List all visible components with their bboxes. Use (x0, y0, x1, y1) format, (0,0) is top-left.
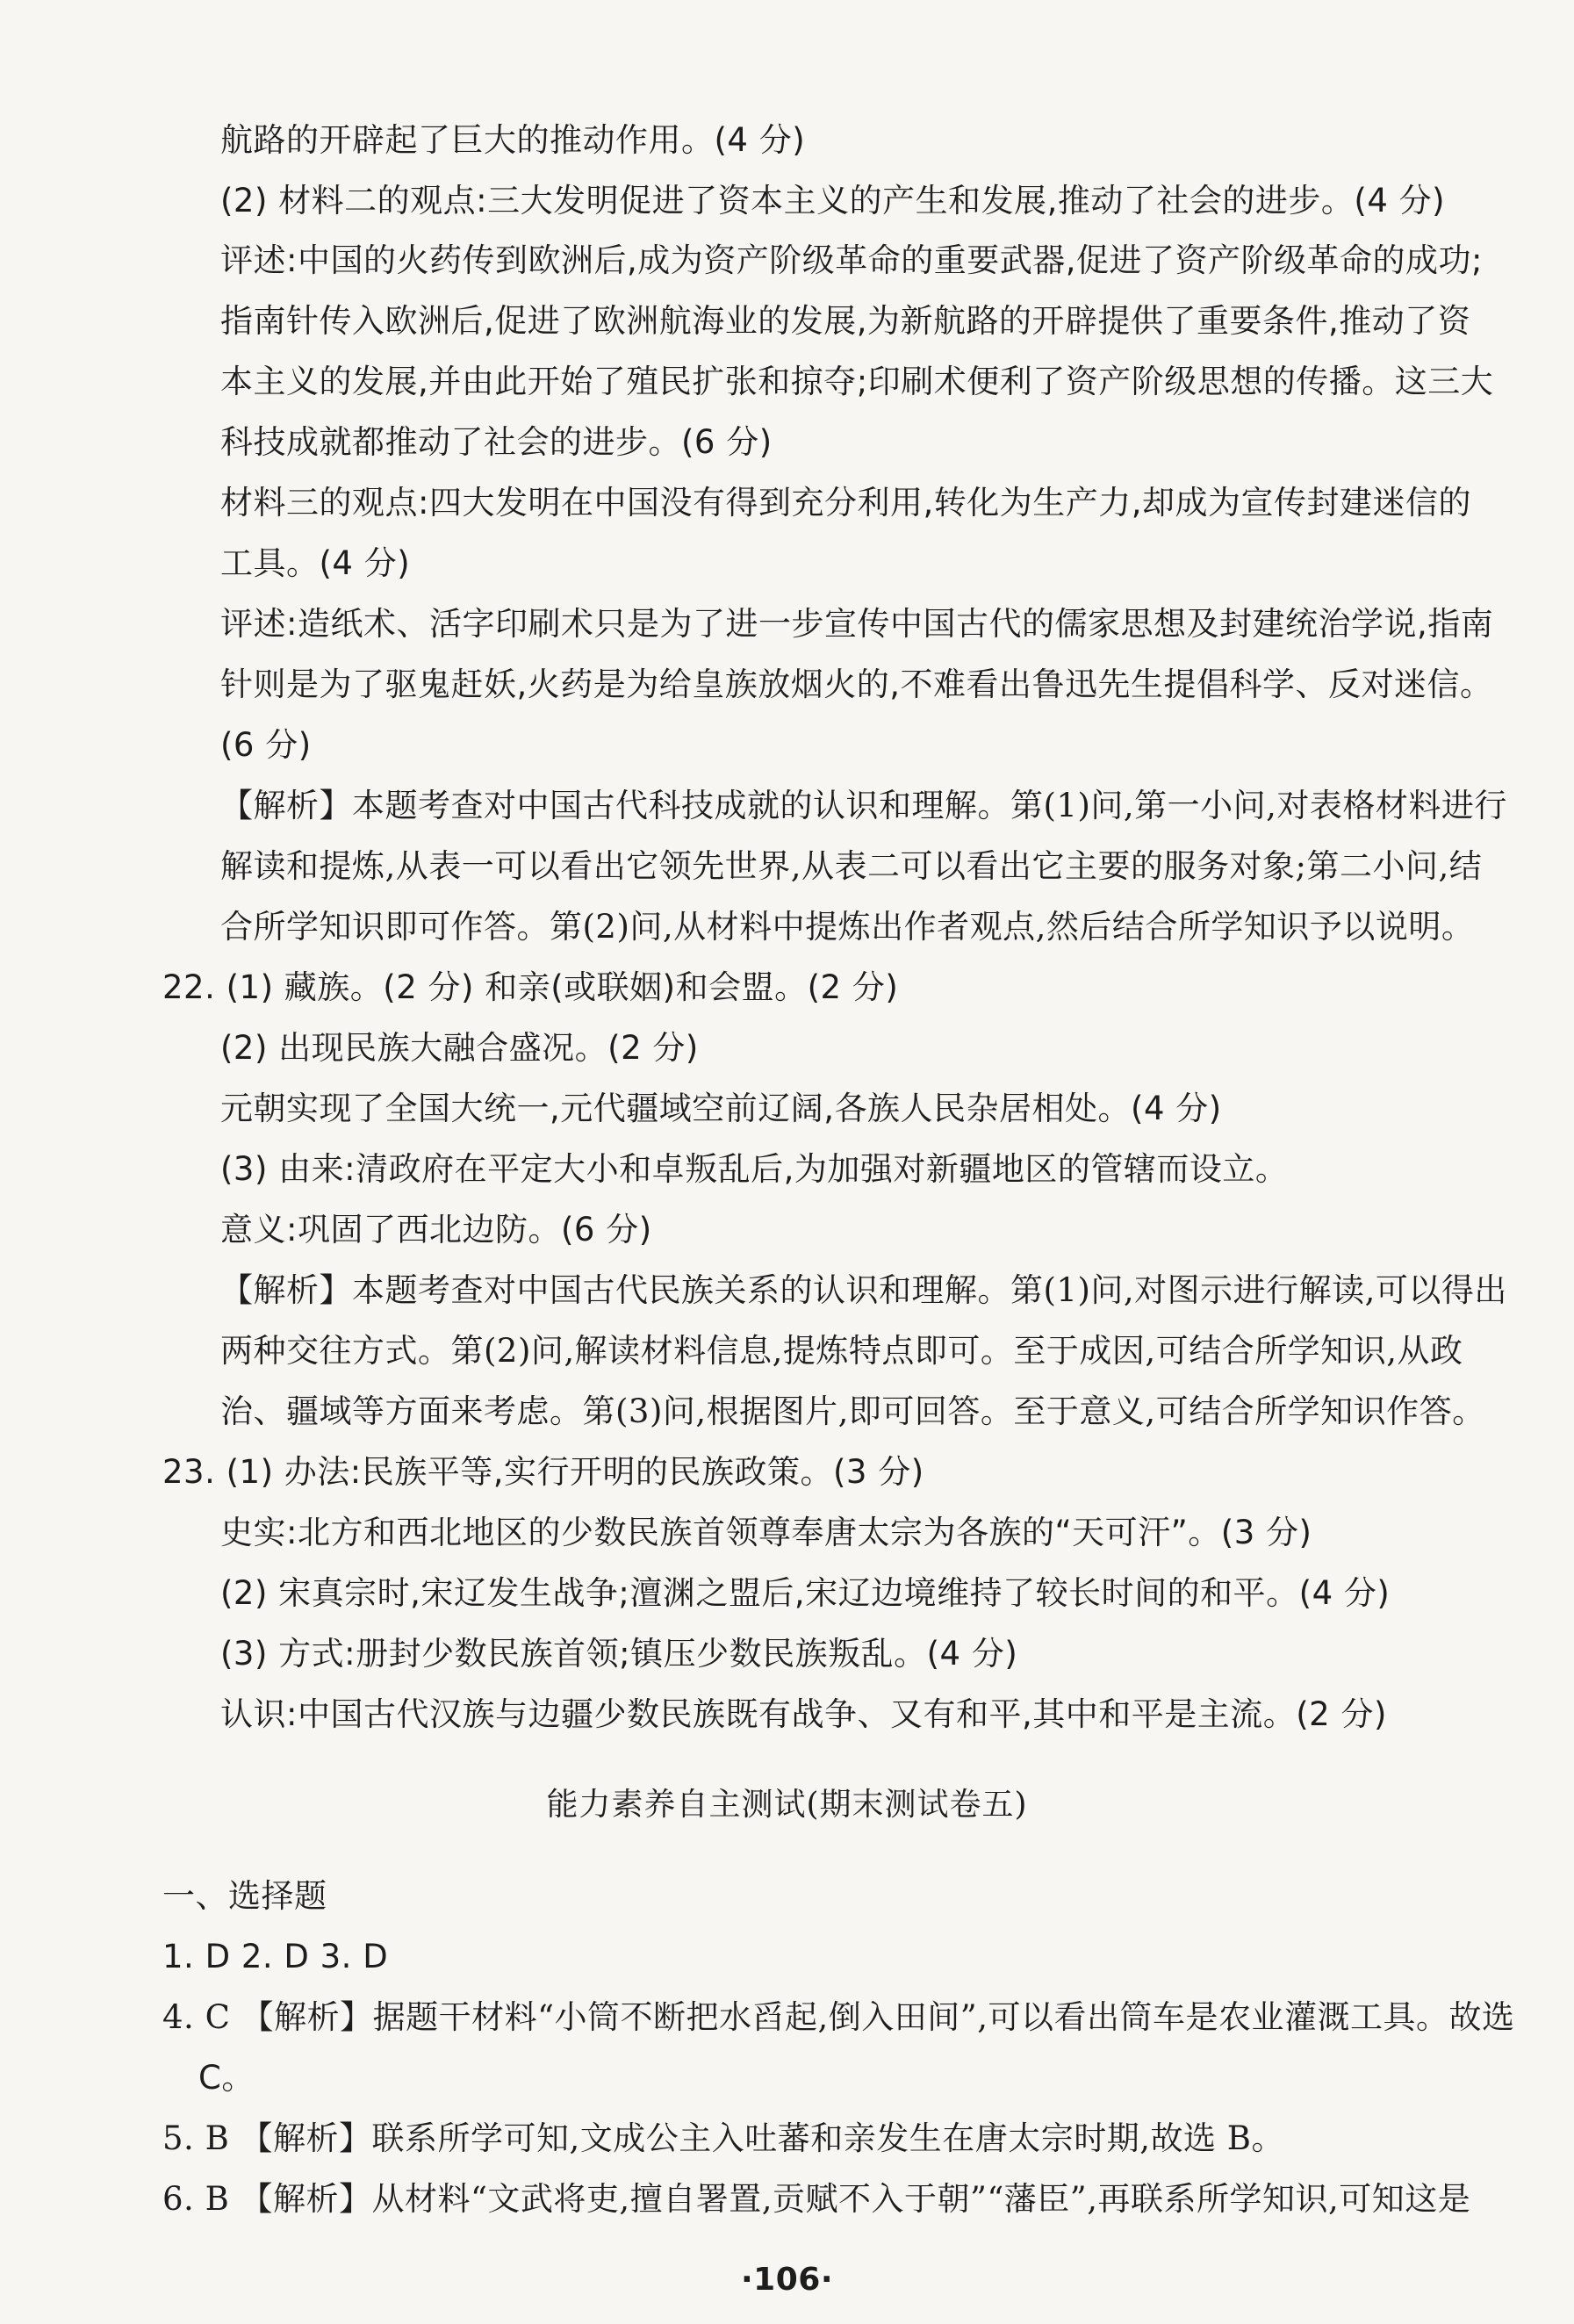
analysis-line: 两种交往方式。第(2)问,解读材料信息,提炼特点即可。至于成因,可结合所学知识,从政 (220, 1332, 1463, 1370)
answer-line: 意义:巩固了西北边防。(6 分) (220, 1211, 652, 1248)
answer-line: 6. B 【解析】从材料“文武将吏,擅自署置,贡赋不入于朝”“藩臣”,再联系所学知识,可知这是 (162, 2180, 1471, 2218)
answer-line: 指南针传入欧洲后,促进了欧洲航海业的发展,为新航路的开辟提供了重要条件,推动了资 (220, 302, 1471, 340)
question-23-line: 23. (1) 办法:民族平等,实行开明的民族政策。(3 分) (162, 1453, 924, 1491)
answer-line: 本主义的发展,并由此开始了殖民扩张和掠夺;印刷术便利了资产阶级思想的传播。这三大 (220, 363, 1494, 400)
analysis-line: 【解析】本题考查对中国古代民族关系的认识和理解。第(1)问,对图示进行解读,可以得出 (220, 1271, 1507, 1309)
answer-line: (3) 方式:册封少数民族首领;镇压少数民族叛乱。(4 分) (220, 1635, 1018, 1673)
answer-line: 材料三的观点:四大发明在中国没有得到充分利用,转化为生产力,却成为宣传封建迷信的 (220, 484, 1471, 522)
section-heading: 一、选择题 (162, 1877, 327, 1915)
answer-line: (2) 材料二的观点:三大发明促进了资本主义的产生和发展,推动了社会的进步。(4 分) (220, 182, 1446, 219)
question-22-line: 22. (1) 藏族。(2 分) 和亲(或联姻)和会盟。(2 分) (162, 968, 899, 1006)
answer-line: 评述:中国的火药传到欧洲后,成为资产阶级革命的重要武器,促进了资产阶级革命的成功; (220, 241, 1483, 279)
section-title: 能力素养自主测试(期末测试卷五) (546, 1787, 1028, 1823)
analysis-line: 解读和提炼,从表一可以看出它领先世界,从表二可以看出它主要的服务对象;第二小问,结 (220, 847, 1483, 885)
analysis-line: 治、疆域等方面来考虑。第(3)问,根据图片,即可回答。至于意义,可结合所学知识作答。 (220, 1392, 1485, 1430)
answer-line: 1. D 2. D 3. D (162, 1938, 389, 1975)
answer-line: 航路的开辟起了巨大的推动作用。(4 分) (220, 121, 806, 159)
analysis-line: 【解析】本题考查对中国古代科技成就的认识和理解。第(1)问,第一小问,对表格材料进行 (220, 787, 1507, 824)
answer-line: (2) 出现民族大融合盛况。(2 分) (220, 1029, 699, 1067)
answer-line: (2) 宋真宗时,宋辽发生战争;澶渊之盟后,宋辽边境维持了较长时间的和平。(4 分) (220, 1574, 1391, 1612)
answer-line: 史实:北方和西北地区的少数民族首领尊奉唐太宗为各族的“天可汗”。(3 分) (220, 1514, 1312, 1551)
answer-line: (6 分) (220, 726, 312, 764)
answer-line: 评述:造纸术、活字印刷术只是为了进一步宣传中国古代的儒家思想及封建统治学说,指南 (220, 605, 1494, 643)
answer-line: 工具。(4 分) (220, 544, 411, 582)
answer-line: 5. B 【解析】联系所学可知,文成公主入吐蕃和亲发生在唐太宗时期,故选 B。 (162, 2119, 1284, 2157)
answer-line: 科技成就都推动了社会的进步。(6 分) (220, 423, 773, 461)
answer-line: 4. C 【解析】据题干材料“小筒不断把水舀起,倒入田间”,可以看出筒车是农业灌溉工具。故选 (162, 1998, 1515, 2036)
answer-line: C。 (198, 2059, 255, 2097)
answer-line: (3) 由来:清政府在平定大小和卓叛乱后,为加强对新疆地区的管辖而设立。 (220, 1150, 1289, 1188)
page-number: ·106· (741, 2262, 833, 2298)
answer-line: 认识:中国古代汉族与边疆少数民族既有战争、又有和平,其中和平是主流。(2 分) (220, 1695, 1387, 1733)
answer-line: 元朝实现了全国大统一,元代疆域空前辽阔,各族人民杂居相处。(4 分) (220, 1090, 1222, 1127)
answer-line: 针则是为了驱鬼赶妖,火药是为给皇族放烟火的,不难看出鲁迅先生提倡科学、反对迷信。 (220, 666, 1493, 703)
analysis-line: 合所学知识即可作答。第(2)问,从材料中提炼出作者观点,然后结合所学知识予以说明。 (220, 908, 1475, 946)
